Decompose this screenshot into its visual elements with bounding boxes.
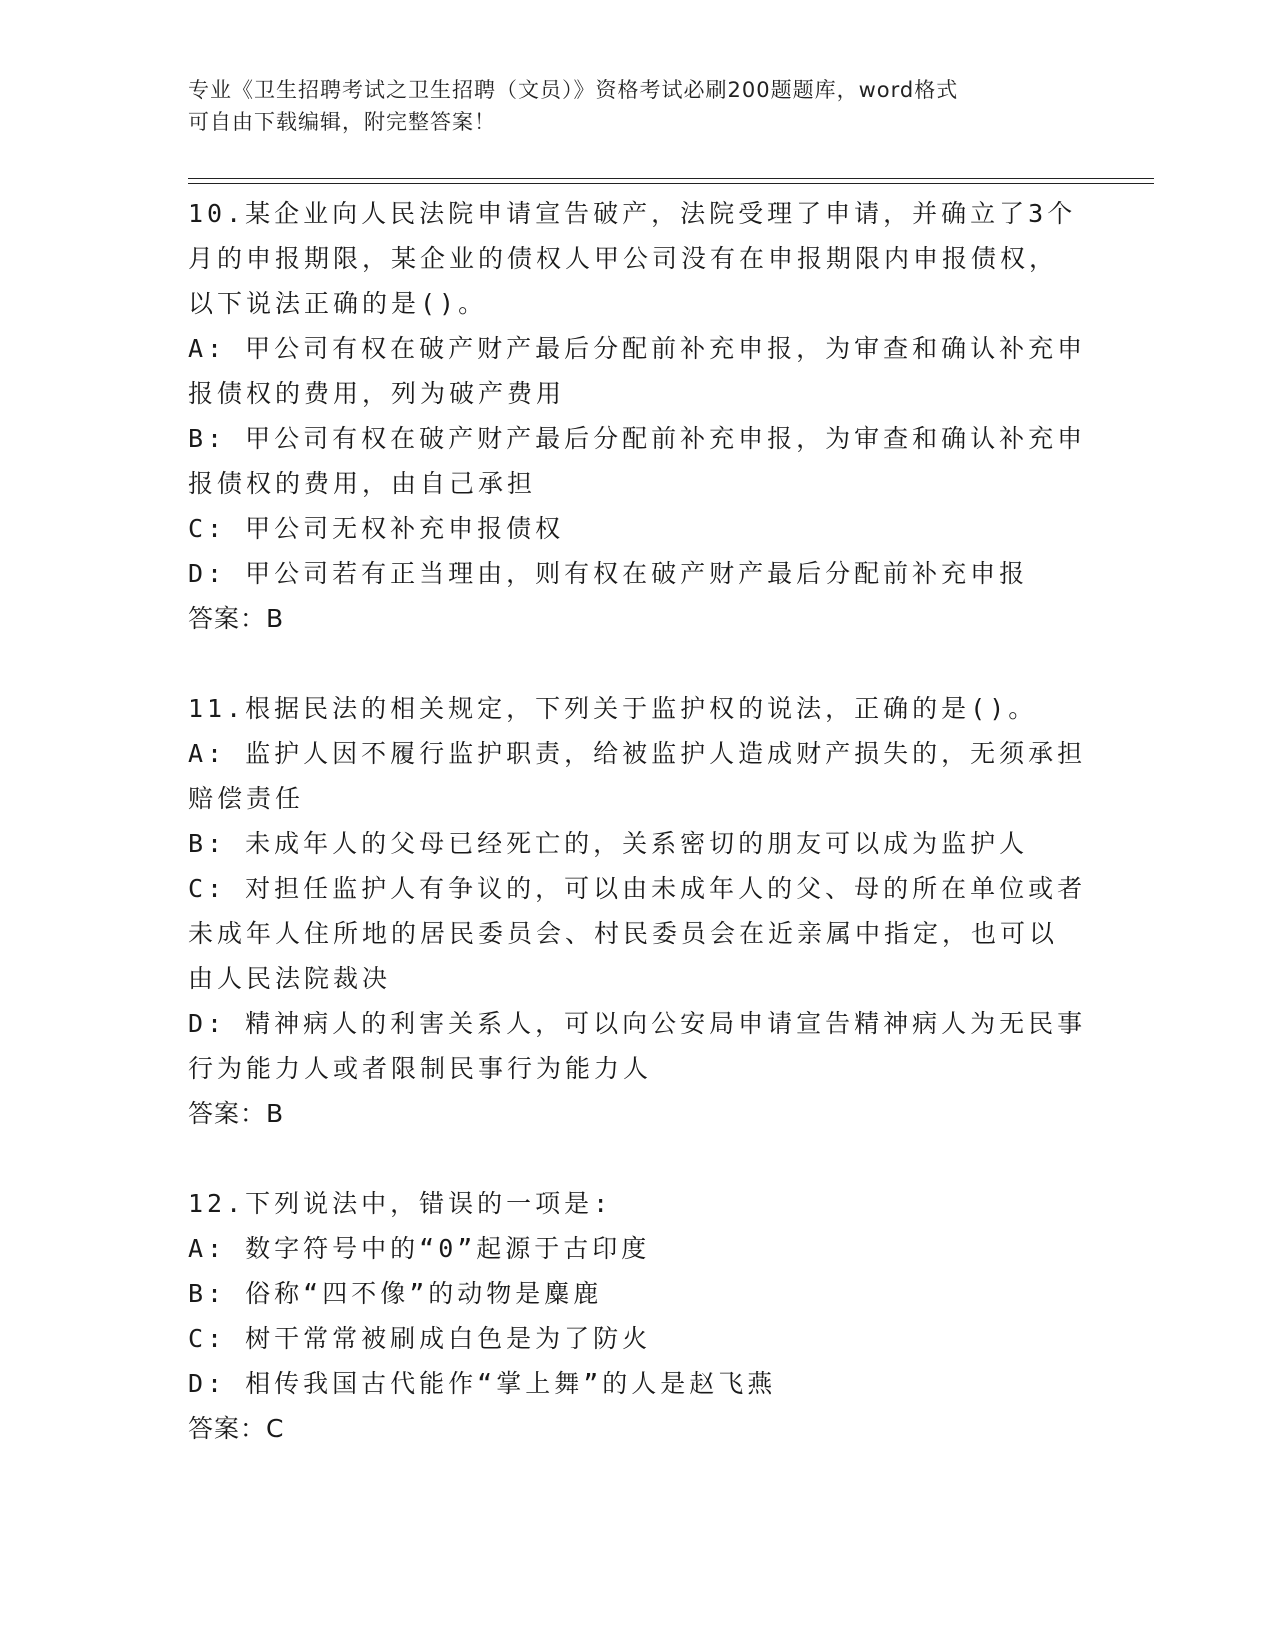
option-a-line: 报债权的费用，列为破产费用 (188, 379, 566, 408)
header-line-1: 专业《卫生招聘考试之卫生招聘（文员）》资格考试必刷200题题库，word格式 (188, 78, 959, 102)
question-12 (188, 1181, 1088, 1451)
option-d-line: 行为能力人或者限制民事行为能力人 (188, 1054, 653, 1083)
question-10 (188, 191, 1088, 641)
header-divider-bottom (188, 183, 1154, 184)
answer-label: 答案：C (188, 1414, 285, 1443)
answer-label: 答案：B (188, 1099, 285, 1128)
option-a-line: 赔偿责任 (188, 784, 305, 813)
question-stem-line: 10.某企业向人民法院申请宣告破产，法院受理了申请，并确立了3个 (188, 199, 1077, 228)
header-line-2: 可自由下载编辑，附完整答案！ (188, 110, 496, 134)
option-c-line: 未成年人住所地的居民委员会、村民委员会在近亲属中指定，也可以 (188, 919, 1059, 948)
option-c-line: 由人民法院裁决 (188, 964, 392, 993)
option-a-line: A: 数字符号中的“0”起源于古印度 (188, 1234, 651, 1263)
answer-label: 答案：B (188, 604, 285, 633)
question-11 (188, 686, 1088, 1136)
option-d-line: D: 精神病人的利害关系人，可以向公安局申请宣告精神病人为无民事 (188, 1009, 1087, 1038)
question-stem-line: 11.根据民法的相关规定，下列关于监护权的说法，正确的是()。 (188, 694, 1038, 723)
option-c-line: C: 对担任监护人有争议的，可以由未成年人的父、母的所在单位或者 (188, 874, 1087, 903)
option-b-line: 报债权的费用，由自己承担 (188, 469, 537, 498)
option-d-line: D: 相传我国古代能作“掌上舞”的人是赵飞燕 (188, 1369, 777, 1398)
option-c-line: C: 甲公司无权补充申报债权 (188, 514, 565, 543)
question-stem-line: 12.下列说法中，错误的一项是: (188, 1189, 613, 1218)
question-spacer (188, 1136, 1088, 1181)
option-b-line: B: 俗称“四不像”的动物是麋鹿 (188, 1279, 603, 1308)
question-stem-line: 月的申报期限，某企业的债权人甲公司没有在申报期限内申报债权， (188, 244, 1059, 273)
option-b-line: B: 未成年人的父母已经死亡的，关系密切的朋友可以成为监护人 (188, 829, 1029, 858)
question-stem-line: 以下说法正确的是()。 (188, 289, 488, 318)
option-b-line: B: 甲公司有权在破产财产最后分配前补充申报，为审查和确认补充申 (188, 424, 1087, 453)
option-a-line: A: 监护人因不履行监护职责，给被监护人造成财产损失的，无须承担 (188, 739, 1087, 768)
question-list (188, 191, 1088, 1451)
option-d-line: D: 甲公司若有正当理由，则有权在破产财产最后分配前补充申报 (188, 559, 1029, 588)
option-a-line: A: 甲公司有权在破产财产最后分配前补充申报，为审查和确认补充申 (188, 334, 1087, 363)
document-header (188, 74, 1068, 138)
option-c-line: C: 树干常常被刷成白色是为了防火 (188, 1324, 652, 1353)
question-spacer (188, 641, 1088, 686)
header-divider-top (188, 178, 1154, 179)
